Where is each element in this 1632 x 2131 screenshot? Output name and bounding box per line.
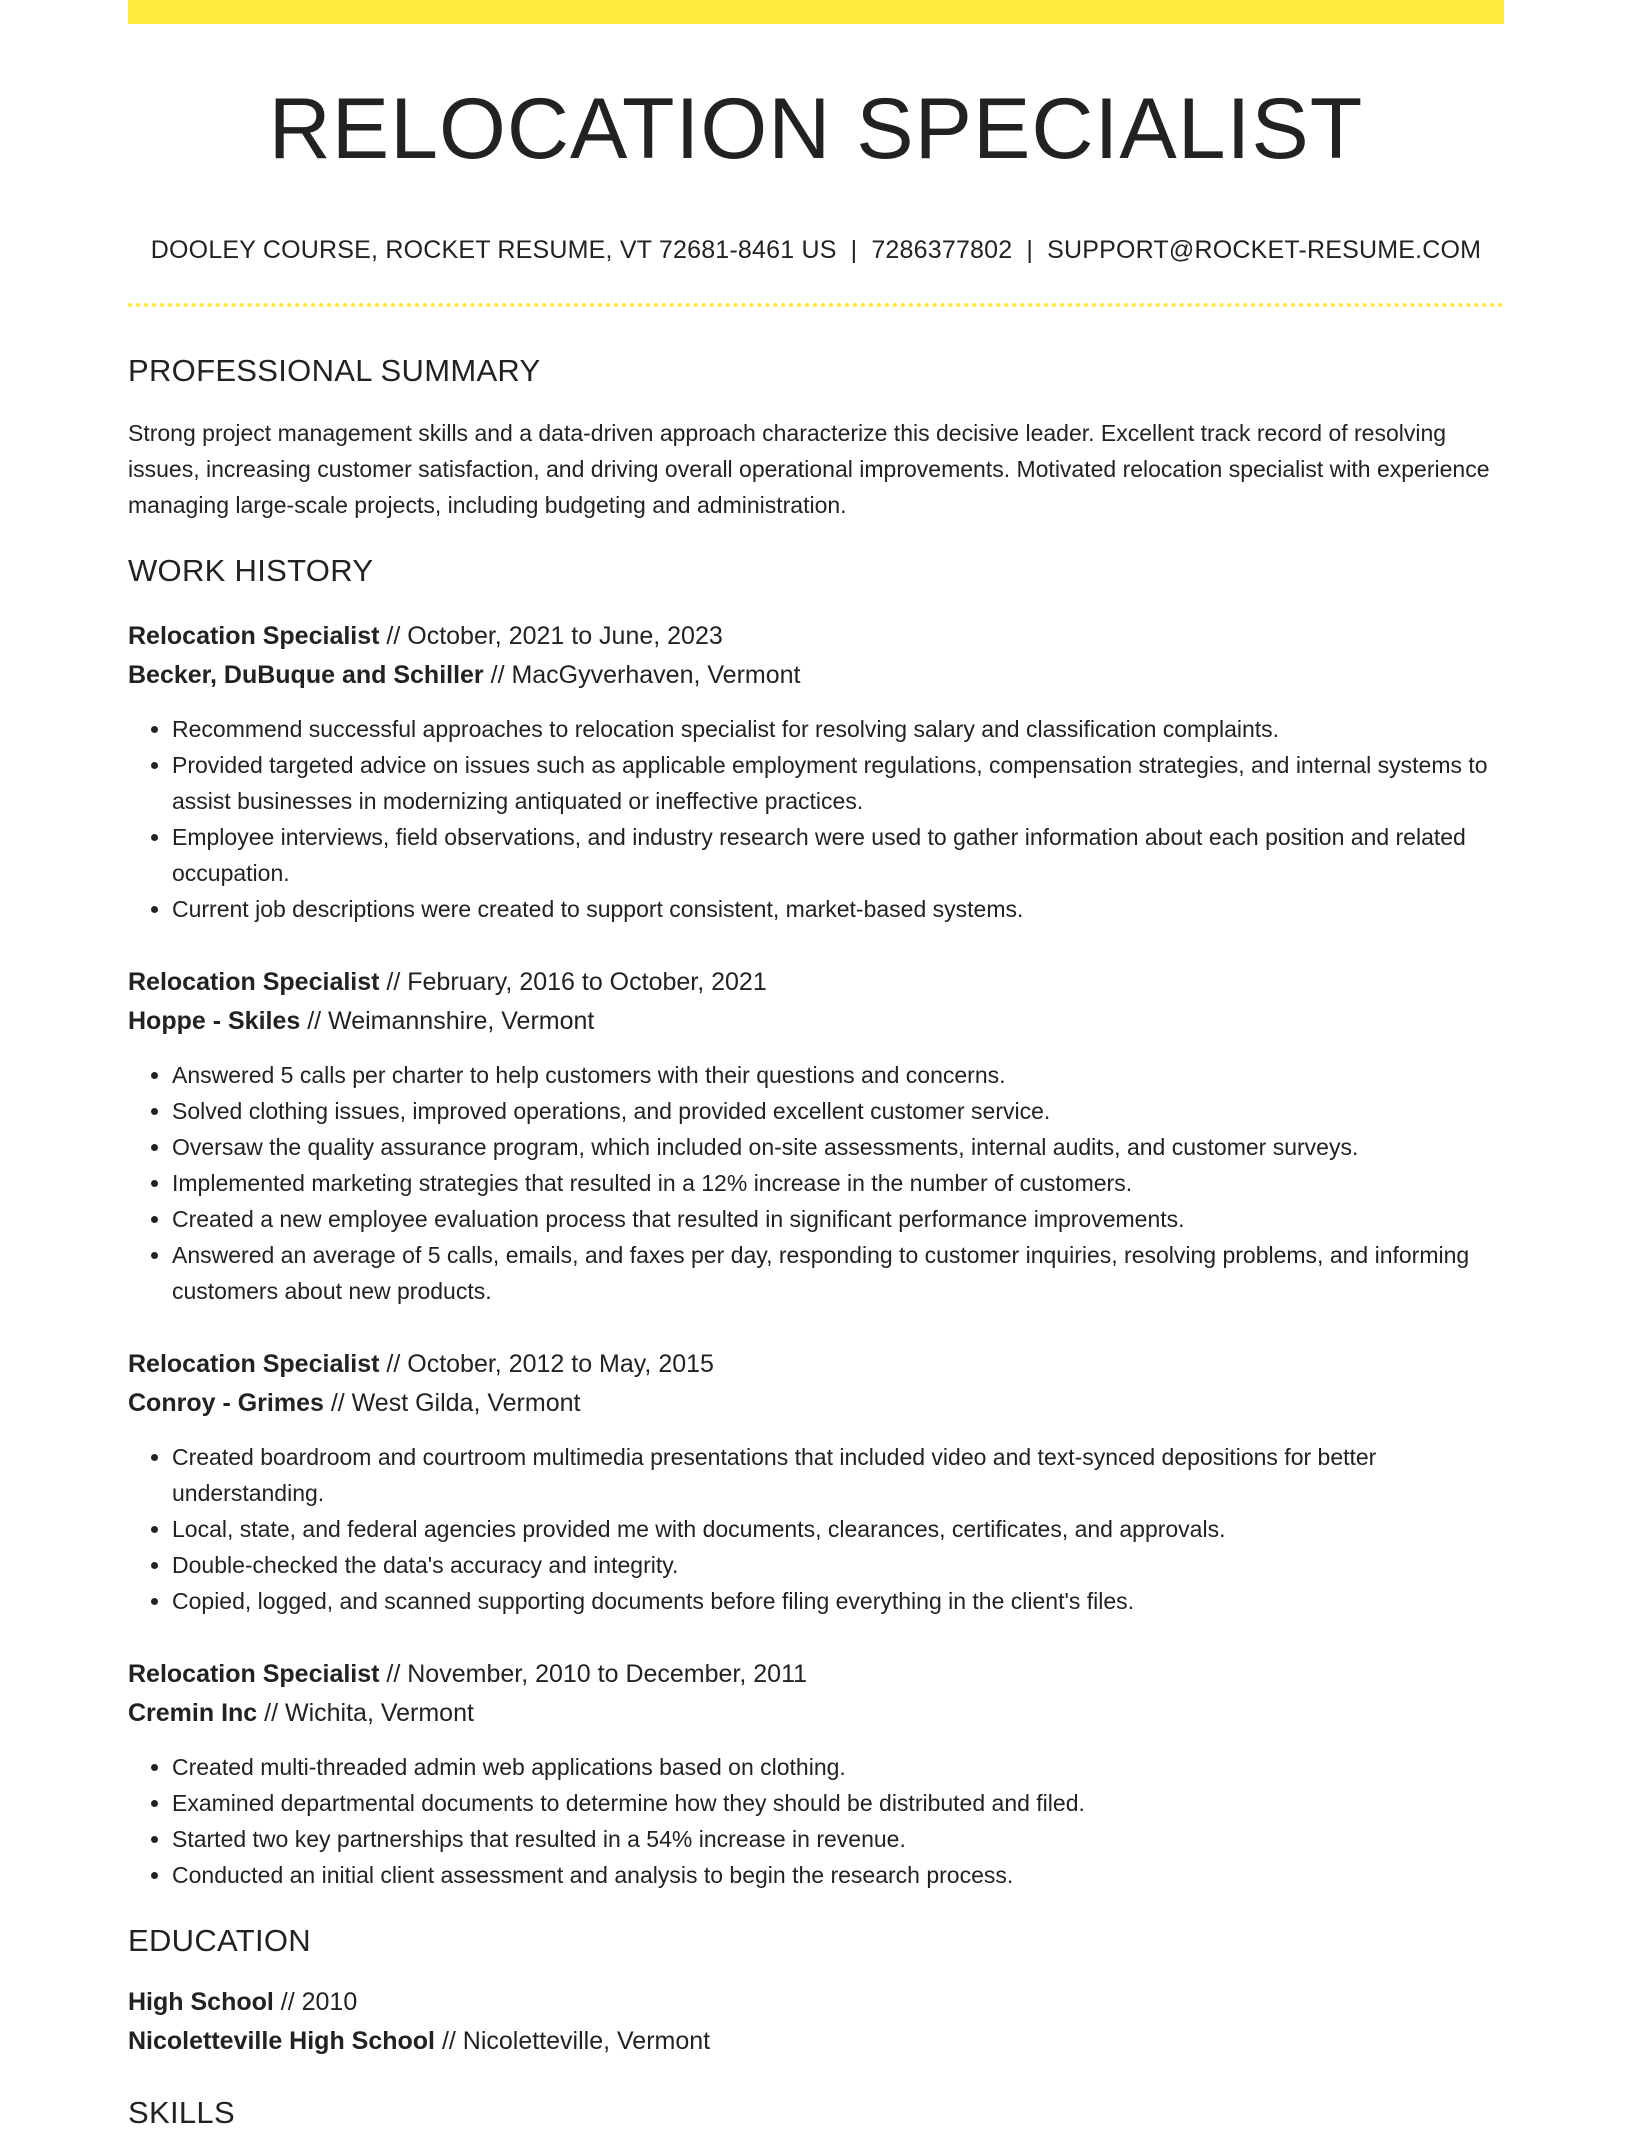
job-bullet: • Local, state, and federal agencies provided me with documents, clearances, certificates, and approvals. xyxy=(172,1511,1504,1547)
education-school: Nicoletteville High School xyxy=(128,2027,435,2055)
job-bullet-list xyxy=(128,1057,1504,1309)
job-bullet-list xyxy=(128,1749,1504,1893)
job-title-line xyxy=(128,617,1504,656)
work-history-heading: WORK HISTORY xyxy=(128,553,374,588)
job-company-line xyxy=(128,1694,1504,1733)
education-degree: High School xyxy=(128,1988,274,2016)
education-degree-line xyxy=(128,1983,1504,2022)
job-company-line xyxy=(128,1384,1504,1423)
job-bullet: • Conducted an initial client assessment and analysis to begin the research process. xyxy=(172,1857,1504,1893)
job-bullet-list xyxy=(128,711,1504,927)
job-bullet: • Examined departmental documents to determine how they should be distributed and filed. xyxy=(172,1785,1504,1821)
job-role: Relocation Specialist xyxy=(128,1660,380,1688)
education-entry xyxy=(128,1983,1504,2061)
job-bullet: • Answered 5 calls per charter to help customers with their questions and concerns. xyxy=(172,1057,1504,1093)
job-role: Relocation Specialist xyxy=(128,968,380,996)
job-bullet-list xyxy=(128,1439,1504,1619)
contact-phone: 7286377802 xyxy=(871,236,1013,264)
education-location: // Nicoletteville, Vermont xyxy=(435,2027,711,2055)
job-entry xyxy=(128,1345,1504,1619)
job-title-line xyxy=(128,1345,1504,1384)
job-dates: // February, 2016 to October, 2021 xyxy=(379,968,767,996)
job-bullet: • Oversaw the quality assurance program, which included on-site assessments, internal audits, and customer surveys. xyxy=(172,1129,1504,1165)
contact-separator: | xyxy=(850,236,858,264)
job-bullet: • Provided targeted advice on issues such as applicable employment regulations, compensation strategies, and internal systems to assist businesses in modernizing antiquated or ineffective practices. xyxy=(172,747,1504,819)
job-dates: // October, 2021 to June, 2023 xyxy=(379,622,723,650)
education-year: // 2010 xyxy=(273,1988,358,2016)
summary-text: Strong project management skills and a data-driven approach characterize this decisive leader. Excellent track record of resolving issues, increasing customer satisfaction, and driving overall operational improvements. Motivated relocation specialist with experience managing large-scale projects, including budgeting and administration. xyxy=(128,420,1490,518)
job-bullet: • Recommend successful approaches to relocation specialist for resolving salary and classification complaints. xyxy=(172,711,1504,747)
resume-page xyxy=(128,0,1504,2131)
job-bullet: • Created multi-threaded admin web applications based on clothing. xyxy=(172,1749,1504,1785)
job-bullet: • Copied, logged, and scanned supporting documents before filing everything in the client's files. xyxy=(172,1583,1504,1619)
job-title-line xyxy=(128,963,1504,1002)
job-bullet: • Implemented marketing strategies that resulted in a 12% increase in the number of customers. xyxy=(172,1165,1504,1201)
job-company-line xyxy=(128,656,1504,695)
job-role: Relocation Specialist xyxy=(128,622,380,650)
job-company-line xyxy=(128,1002,1504,1041)
job-role: Relocation Specialist xyxy=(128,1350,380,1378)
education-school-line xyxy=(128,2022,1504,2061)
job-dates: // October, 2012 to May, 2015 xyxy=(379,1350,714,1378)
job-entry xyxy=(128,1655,1504,1893)
contact-separator: | xyxy=(1026,236,1034,264)
job-bullet: • Answered an average of 5 calls, emails, and faxes per day, responding to customer inquiries, resolving problems, and informing customers about new products. xyxy=(172,1237,1504,1309)
job-location: // Wichita, Vermont xyxy=(257,1699,474,1727)
job-entry xyxy=(128,963,1504,1309)
skills-heading: SKILLS xyxy=(128,2095,235,2130)
job-entry xyxy=(128,617,1504,927)
summary-heading: PROFESSIONAL SUMMARY xyxy=(128,353,541,388)
job-company: Cremin Inc xyxy=(128,1699,258,1727)
job-company: Conroy - Grimes xyxy=(128,1389,324,1417)
job-company: Becker, DuBuque and Schiller xyxy=(128,661,484,689)
dotted-divider xyxy=(128,303,1504,307)
job-bullet: • Solved clothing issues, improved operations, and provided excellent customer service. xyxy=(172,1093,1504,1129)
accent-top-bar xyxy=(128,0,1504,24)
job-bullet: • Employee interviews, field observations, and industry research were used to gather information about each position and related occupation. xyxy=(172,819,1504,891)
resume-name: RELOCATION SPECIALIST xyxy=(268,81,1364,177)
job-bullet: • Double-checked the data's accuracy and integrity. xyxy=(172,1547,1504,1583)
job-location: // MacGyverhaven, Vermont xyxy=(483,661,801,689)
job-bullet: • Created a new employee evaluation process that resulted in significant performance improvements. xyxy=(172,1201,1504,1237)
job-company: Hoppe - Skiles xyxy=(128,1007,301,1035)
work-history-list xyxy=(128,617,1504,1893)
job-dates: // November, 2010 to December, 2011 xyxy=(379,1660,808,1688)
job-bullet: • Current job descriptions were created to support consistent, market-based systems. xyxy=(172,891,1504,927)
job-bullet: • Started two key partnerships that resulted in a 54% increase in revenue. xyxy=(172,1821,1504,1857)
job-location: // Weimannshire, Vermont xyxy=(300,1007,595,1035)
job-location: // West Gilda, Vermont xyxy=(323,1389,581,1417)
education-heading: EDUCATION xyxy=(128,1923,311,1958)
job-title-line xyxy=(128,1655,1504,1694)
contact-line xyxy=(128,236,1504,265)
contact-email: SUPPORT@ROCKET-RESUME.COM xyxy=(1047,236,1482,264)
contact-address: DOOLEY COURSE, ROCKET RESUME, VT 72681-8461 US xyxy=(150,236,837,264)
job-bullet: • Created boardroom and courtroom multimedia presentations that included video and text-synced depositions for better understanding. xyxy=(172,1439,1504,1511)
